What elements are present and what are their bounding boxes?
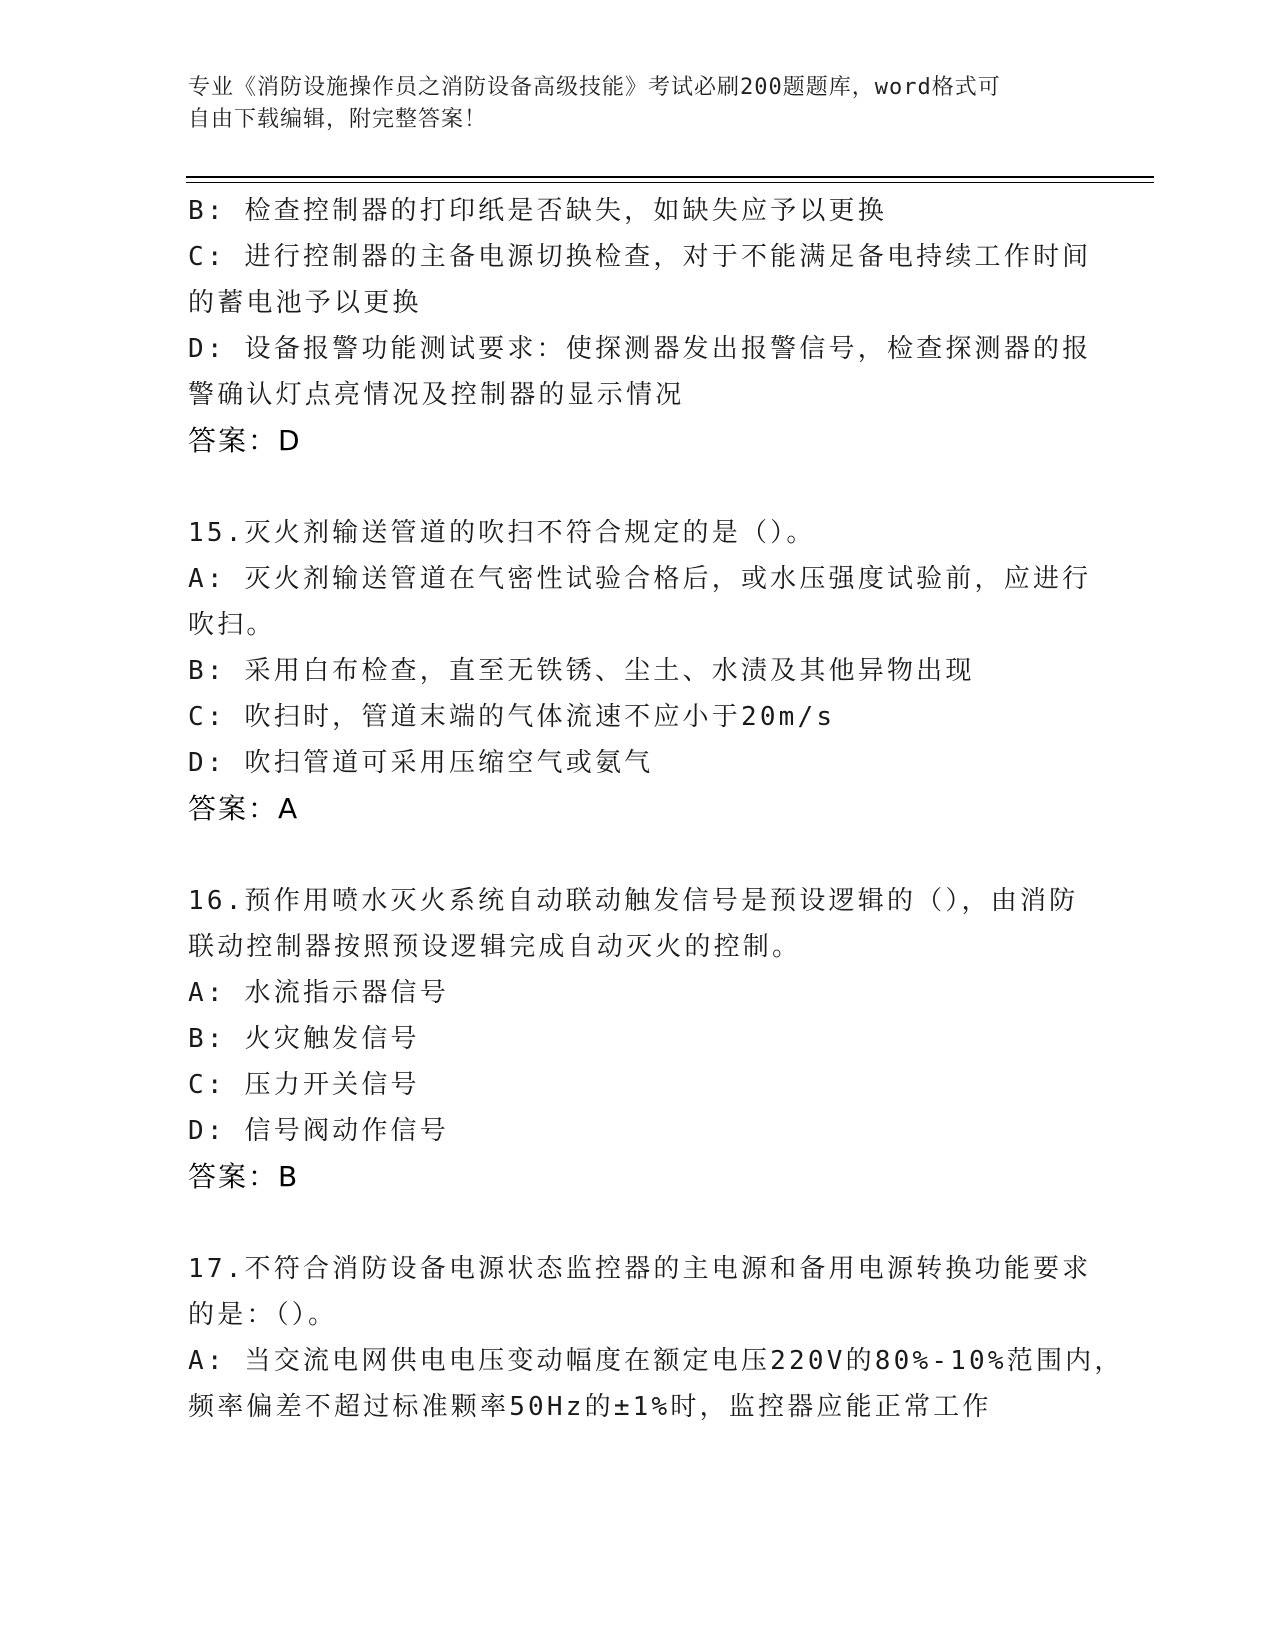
question-stem-cont: 联动控制器按照预设逻辑完成自动灭火的控制。	[188, 932, 802, 962]
question-14-continued	[188, 188, 1092, 464]
header-rule-thick	[186, 176, 1154, 178]
header-rule-thin	[186, 182, 1154, 183]
question-stem: 16.预作用喷水灭火系统自动联动触发信号是预设逻辑的（），由消防	[188, 886, 1079, 916]
option-a-cont: 频率偏差不超过标准颗率50Hz的±1%时，监控器应能正常工作	[188, 1392, 992, 1422]
option-d: D: 吹扫管道可采用压缩空气或氨气	[188, 748, 654, 778]
header-line-2: 自由下载编辑，附完整答案！	[188, 107, 488, 132]
document-body	[188, 188, 1124, 1430]
option-a-cont: 吹扫。	[188, 610, 276, 640]
option-a: A: 水流指示器信号	[188, 978, 449, 1008]
answer: 答案：D	[188, 424, 302, 457]
question-stem: 17.不符合消防设备电源状态监控器的主电源和备用电源转换功能要求	[188, 1254, 1092, 1284]
option-c-cont: 的蓄电池予以更换	[188, 288, 422, 318]
option-b: B: 检查控制器的打印纸是否缺失，如缺失应予以更换	[188, 196, 887, 226]
option-c: C: 进行控制器的主备电源切换检查，对于不能满足备电持续工作时间	[188, 242, 1092, 272]
option-c: C: 压力开关信号	[188, 1070, 420, 1100]
header-line-1: 专业《消防设施操作员之消防设备高级技能》考试必刷200题题库，word格式可	[188, 75, 1001, 100]
option-d: D: 设备报警功能测试要求：使探测器发出报警信号，检查探测器的报	[188, 334, 1092, 364]
question-stem: 15.灭火剂输送管道的吹扫不符合规定的是（）。	[188, 518, 816, 548]
spacer	[188, 1200, 1078, 1246]
option-a: A: 灭火剂输送管道在气密性试验合格后，或水压强度试验前，应进行	[188, 564, 1092, 594]
option-d-cont: 警确认灯点亮情况及控制器的显示情况	[188, 380, 685, 410]
spacer	[188, 464, 1078, 510]
page-header	[188, 72, 1088, 136]
spacer	[188, 832, 1078, 878]
question-17	[188, 1246, 1124, 1430]
question-stem-cont: 的是：（）。	[188, 1300, 338, 1330]
option-b: B: 采用白布检查，直至无铁锈、尘土、水渍及其他异物出现	[188, 656, 975, 686]
question-16	[188, 878, 1078, 1200]
answer: 答案：A	[188, 792, 300, 825]
option-a: A: 当交流电网供电电压变动幅度在额定电压220V的80%-10%范围内，	[188, 1346, 1124, 1376]
answer: 答案：B	[188, 1160, 300, 1193]
option-d: D: 信号阀动作信号	[188, 1116, 449, 1146]
question-15	[188, 510, 1092, 832]
option-c: C: 吹扫时，管道末端的气体流速不应小于20m/s	[188, 702, 836, 732]
option-b: B: 火灾触发信号	[188, 1024, 420, 1054]
